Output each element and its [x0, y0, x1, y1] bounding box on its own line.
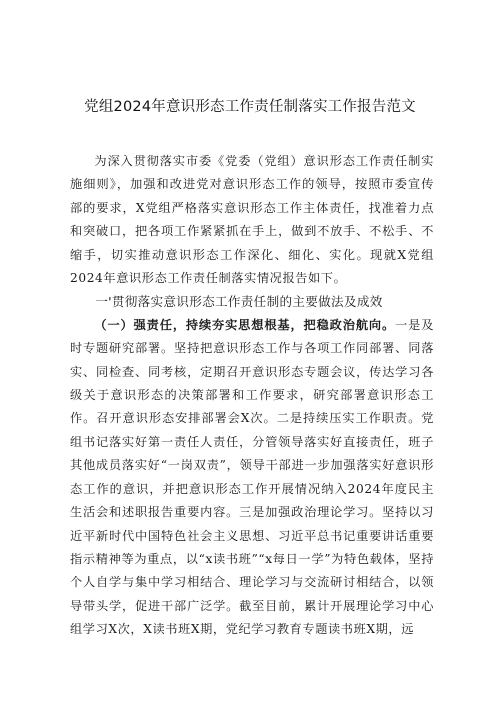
subsection-paragraph-1	[70, 314, 434, 642]
document-title: 党组2024年意识形态工作责任制落实工作报告范文	[84, 99, 416, 115]
document-body	[70, 150, 434, 642]
intro-paragraph: 为深入贯彻落实市委《党委（党组）意识形态工作责任制实施细则》，加强和改进党对意识形态工作的领导，按照市委宣传部的要求，X党组严格落实意识形态工作主体责任，找准着力点和突破口，把各项工作紧紧抓在手上，做到不放手、不松手、不缩手，切实推动意识形态工作深化、细化、实化。现就X党组2024年意识形态工作责任制落实情况报告如下。	[70, 154, 434, 286]
subsection-body-1: 一是及时专题研究部署。坚持把意识形态工作与各项工作同部署、同落实、同检查、同考核，定期召开意识形态专题会议，传达学习各级关于意识形态的决策部署和工作要求，研究部署意识形态工作。召开意识形态安排部署会X次。二是持续压实工作职责。党组书记落实好第一责任人责任，分管领导落实好直接责任，班子其他成员落实好“一岗双责”，领导干部进一步加强落实好意识形态工作的意识，并把意识形态工作开展情况纳入2024年度民主生活会和述职报告重要内容。三是加强政治理论学习。坚持以习近平新时代中国特色社会主义思想、习近平总书记重要讲话重要指示精神等为重点，以“x读书班”“x每日一学”为特色载体，坚持个人自学与集中学习相结合、理论学习与交流研讨相结合，以领导带头学，促进干部广泛学。截至目前，累计开展理论学习中心组学习X次，X读书班X期，党纪学习教育专题读书班X期，远	[70, 317, 434, 637]
subsection-heading-1: （一）强责任，持续夯实思想根基，把稳政治航向。	[94, 317, 396, 332]
section-heading-1: 一'贯彻落实意识形态工作责任制的主要做法及成效	[95, 294, 383, 310]
